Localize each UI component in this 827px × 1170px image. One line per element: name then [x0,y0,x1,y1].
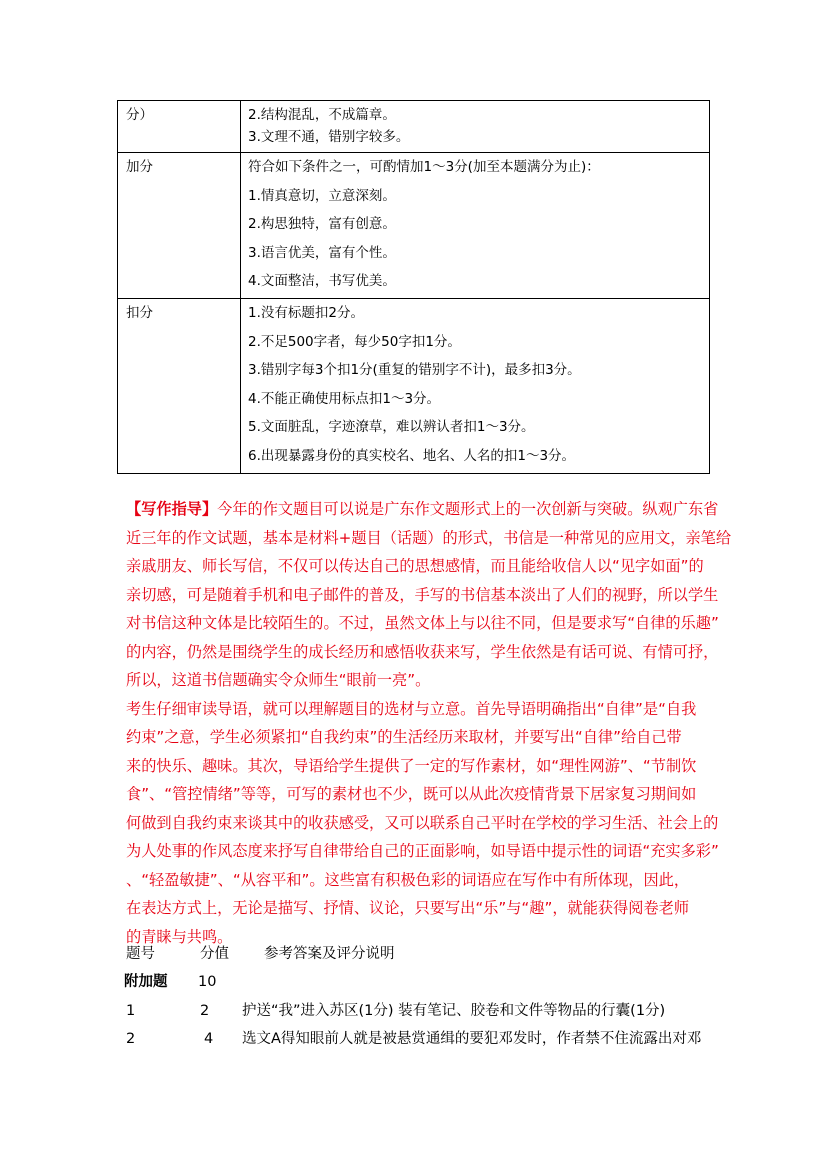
guide-line: 食”、“管控情绪”等等，可写的素材也不少，既可以从此次疫情背景下居家复习期间如 [126,785,697,803]
table-row [118,298,710,473]
answer-row [126,1025,716,1053]
criteria-cell [241,101,710,153]
scoring-table [117,100,710,474]
criteria-line: 2.不足500字者，每少50字扣1分。 [248,333,461,350]
answer-header [126,940,716,968]
category-cell [118,101,241,153]
table-row [118,101,710,153]
guide-line: 亲戚朋友、师长写信，不仅可以传达自己的思想感情，而且能给收信人以“见字如面”的 [126,557,704,575]
question-score: 2 [200,1002,210,1019]
answer-row [126,997,716,1025]
category-label: 扣分 [126,304,153,321]
table-row [118,153,710,299]
category-label: 加分 [126,159,153,175]
criteria-line: 1.没有标题扣2分。 [248,304,364,321]
criteria-cell [241,153,710,299]
guide-line: 的内容，仍然是围绕学生的成长经历和感悟收获来写，学生依然是有话可说、有情可抒， [126,642,719,661]
question-number: 1 [126,1002,136,1019]
section-title: 附加题 [124,974,168,991]
criteria-line: 3.文理不通，错别字较多。 [248,128,410,145]
guide-line: 、“轻盈敏捷”、“从容平和”。这些富有积极色彩的词语应在写作中有所体现，因此， [126,870,690,889]
answer-text: 护送“我”进入苏区(1分) 装有笔记、胶卷和文件等物品的行囊(1分) [242,1002,666,1019]
guide-line: 的青睐与共鸣。 [126,927,233,946]
criteria-line: 符合如下条件之一，可酌情加1～3分(加至本题满分为止)： [248,159,600,175]
criteria-line: 3.错别字每3个扣1分(重复的错别字不计)，最多扣3分。 [248,362,581,379]
criteria-cell [241,298,710,473]
guide-label: 【写作指导】 [126,500,218,518]
header-number: 题号 [126,946,155,962]
guide-line: 何做到自我约束来谈其中的收获感受，又可以联系自己平时在学校的学习生活、社会上的 [126,813,719,832]
guide-line: 为人处事的作风态度来抒写自律带给自己的正面影响，如导语中提示性的词语“充实多彩” [126,842,719,860]
category-label: 分） [126,107,153,123]
answer-key [126,940,716,1053]
criteria-line: 6.出现暴露身份的真实校名、地名、人名的扣1～3分。 [248,447,576,464]
criteria-line: 1.情真意切，立意深刻。 [248,187,396,204]
guide-line: 近三年的作文试题，基本是材料+题目（话题）的形式，书信是一种常见的应用文，亲笔给 [126,528,732,547]
criteria-line: 4.文面整洁，书写优美。 [248,273,396,290]
guide-line: 来的快乐、趣味。其次，导语给学生提供了一定的写作素材，如“理性网游”、“节制饮 [126,756,697,775]
section-row [126,968,716,996]
guide-line: 对书信这种文体是比较陌生的。不过，虽然文体上与以往不同，但是要求写“自律的乐趣” [126,614,719,632]
criteria-line: 2.构思独特，富有创意。 [248,216,396,233]
criteria-line: 4.不能正确使用标点扣1～3分。 [248,390,441,407]
header-explanation: 参考答案及评分说明 [264,946,395,962]
question-number: 2 [126,1030,136,1047]
criteria-line: 5.文面脏乱，字迹潦草，难以辨认者扣1～3分。 [248,419,535,436]
criteria-line: 3.语言优美，富有个性。 [248,244,396,261]
header-score: 分值 [200,946,229,962]
guide-line: 亲切感，可是随着手机和电子邮件的普及，手写的书信基本淡出了人们的视野，所以学生 [126,585,719,604]
guide-line: 所以，这道书信题确实令众师生“眼前一亮”。 [126,671,431,689]
guide-line [126,495,719,524]
writing-guidance [126,495,732,951]
category-cell [118,298,241,473]
answer-text: 选文A得知眼前人就是被悬赏通缉的要犯邓发时，作者禁不住流露出对邓 [242,1030,702,1047]
section-score: 10 [198,974,217,991]
category-cell [118,153,241,299]
guide-text: 今年的作文题目可以说是广东作文题形式上的一次创新与突破。纵观广东省 [217,500,719,518]
guide-line: 约束”之意，学生必须紧扣“自我约束”的生活经历来取材，并要写出“自律”给自己带 [126,728,682,746]
criteria-line: 2.结构混乱，不成篇章。 [248,107,396,123]
guide-line: 在表达方式上，无论是描写、抒情、议论，只要写出“乐”与“趣”，就能获得阅卷老师 [126,899,690,917]
question-score: 4 [204,1030,214,1047]
guide-line: 考生仔细审读导语，就可以理解题目的选材与立意。首先导语明确指出“自律”是“自我 [126,699,697,718]
